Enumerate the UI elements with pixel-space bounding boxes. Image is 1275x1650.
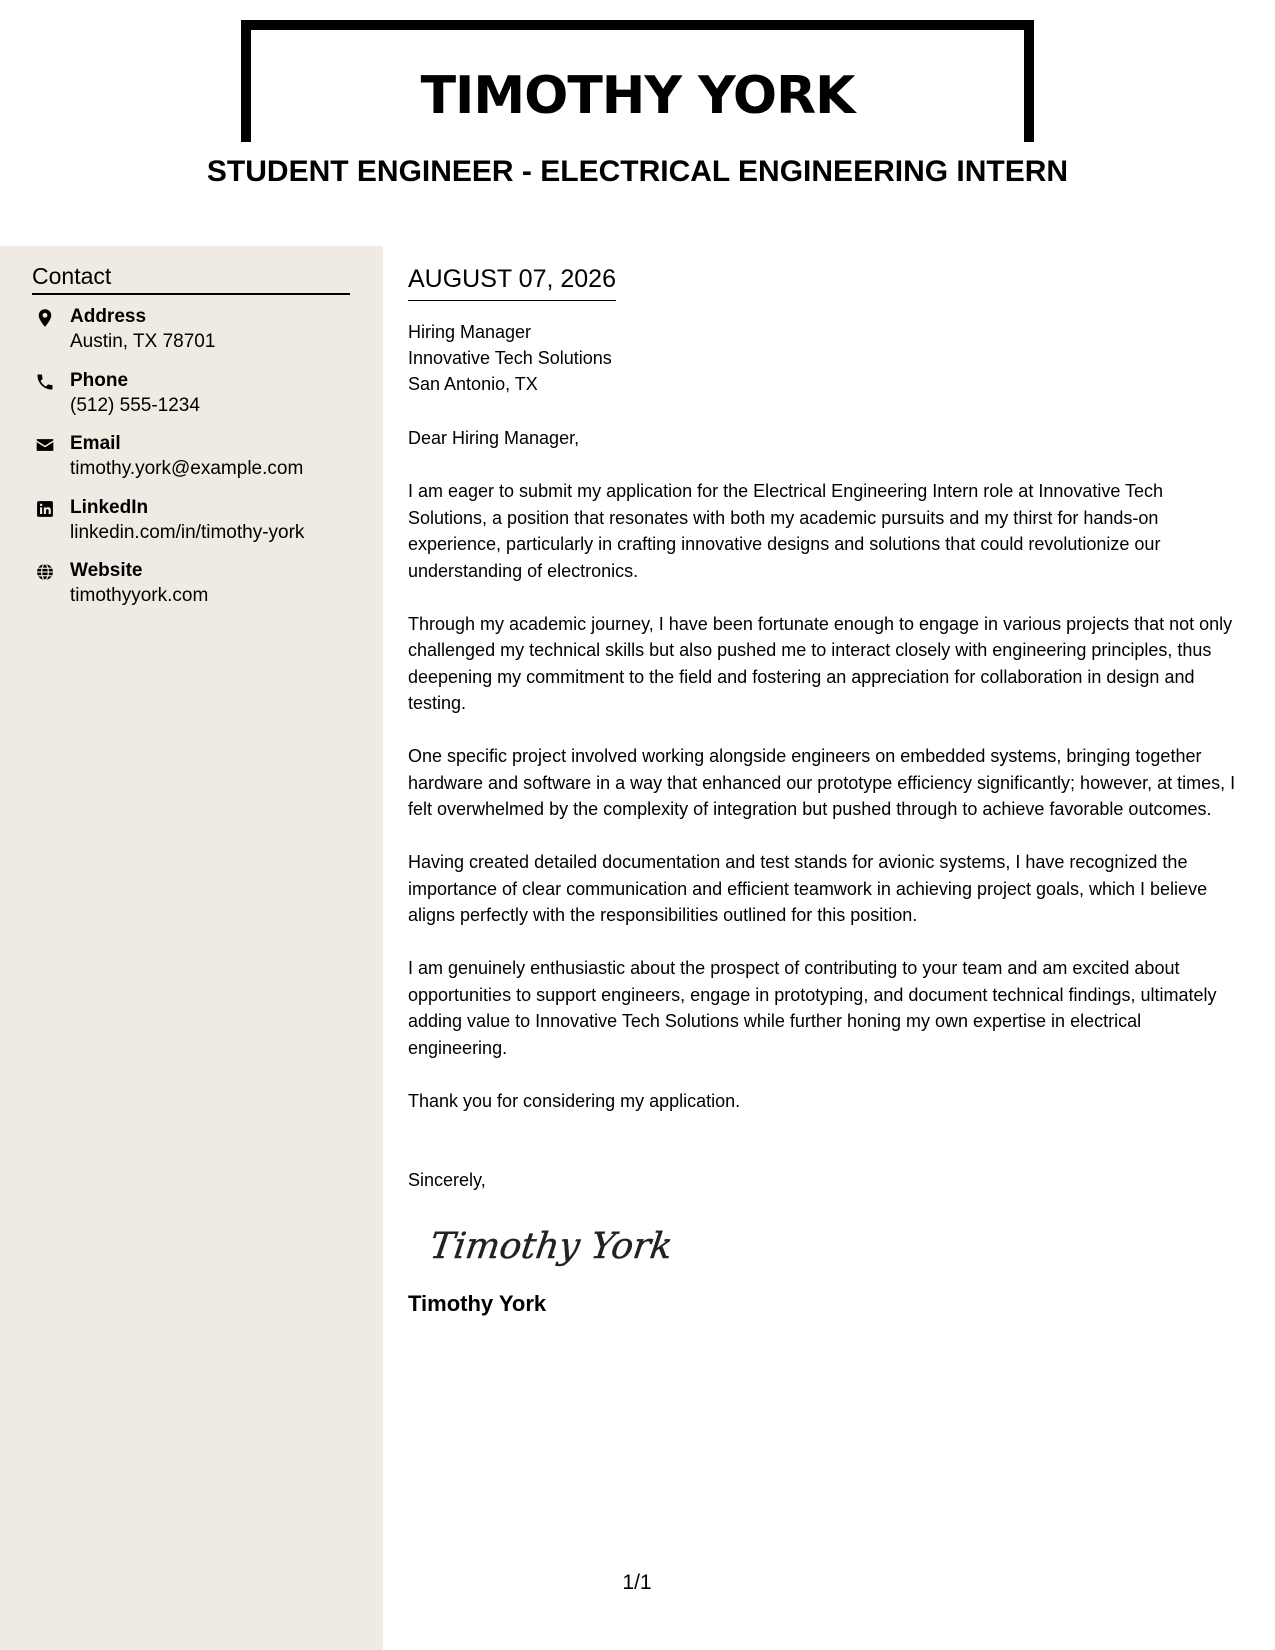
contact-value: timothyyork.com [70,585,209,606]
contact-value: linkedin.com/in/timothy-york [70,521,305,543]
contact-value: (512) 555-1234 [70,394,200,416]
contact-item-website [32,557,362,621]
contact-list [32,303,362,621]
contact-label: Email [70,433,121,454]
recipient-line: San Antonio, TX [408,374,538,394]
contact-sidebar [0,246,383,1650]
contact-label: LinkedIn [70,496,149,518]
contact-value: timothy.york@example.com [70,458,304,479]
recipient-line: Hiring Manager [408,322,532,342]
contact-heading: Contact [32,260,350,295]
letter-paragraph: Having created detailed documentation and test stands for avionic systems, I have recognized the importance of clear communication and efficient teamwork in achieving project goals, which I believe aligns perfectly with the responsibilities outlined for this position. [408,852,1208,925]
job-title [0,152,1275,192]
letter-paragraph: I am genuinely enthusiastic about the prospect of contributing to your team and am excited about opportunities to support engineers, engage in prototyping, and document technical findings, ultimately adding value to Innovative Tech Solutions while further honing my own expertise in electrical engineering. [408,958,1217,1058]
recipient-line: Innovative Tech Solutions [408,348,612,368]
contact-item-linkedin [32,494,362,558]
handwritten-signature [427,1220,676,1276]
letter-date: AUGUST 07, 2026 [408,260,616,301]
contact-item-address [32,303,362,367]
job-title-text: STUDENT ENGINEER - ELECTRICAL ENGINEERING INTERN [201,155,1074,188]
linkedin-icon [35,499,55,519]
phone-icon [35,372,55,392]
contact-value: Austin, TX 78701 [70,331,216,352]
letter-paragraph: Through my academic journey, I have been fortunate enough to engage in various projects that not only challenged my technical skills but also pushed me to interact closely with engineering principles, thus deepening my commitment to the field and fostering an appreciation for collaboration in design and testing. [408,613,1233,713]
letter-paragraph: One specific project involved working alongside engineers on embedded systems, bringing together hardware and software in a way that enhanced our prototype efficiency significantly; however, at times, I felt overwhelmed by the complexity of integration but pushed through to achieve favorable outcomes. [408,746,1236,819]
letter-body [408,260,1240,1320]
contact-label: Website [70,560,143,581]
map-pin-icon [35,308,55,328]
contact-label: Phone [70,369,129,391]
envelope-icon [35,435,55,455]
contact-item-phone [32,367,362,431]
applicant-name: TIMOTHY YORK [420,66,855,126]
globe-icon [35,562,55,582]
closing: Sincerely, [408,1170,486,1190]
contact-label: Address [70,306,147,327]
letter-paragraph: Thank you for considering my application. [408,1090,741,1111]
contact-item-email [32,430,362,494]
recipient-block [408,319,1240,397]
salutation: Dear Hiring Manager, [408,428,580,448]
signature-script: Timothy York [427,1223,676,1267]
page-number: 1/1 [622,1571,652,1594]
letter-paragraph: I am eager to submit my application for the Electrical Engineering Intern role at Innovative Tech Solutions, a position that resonates with both my academic pursuits and my thirst for hands-on experience, particularly in crafting innovative designs and solutions that could revolutionize our understanding of electronics. [408,481,1164,581]
signer-name: Timothy York [408,1290,547,1316]
